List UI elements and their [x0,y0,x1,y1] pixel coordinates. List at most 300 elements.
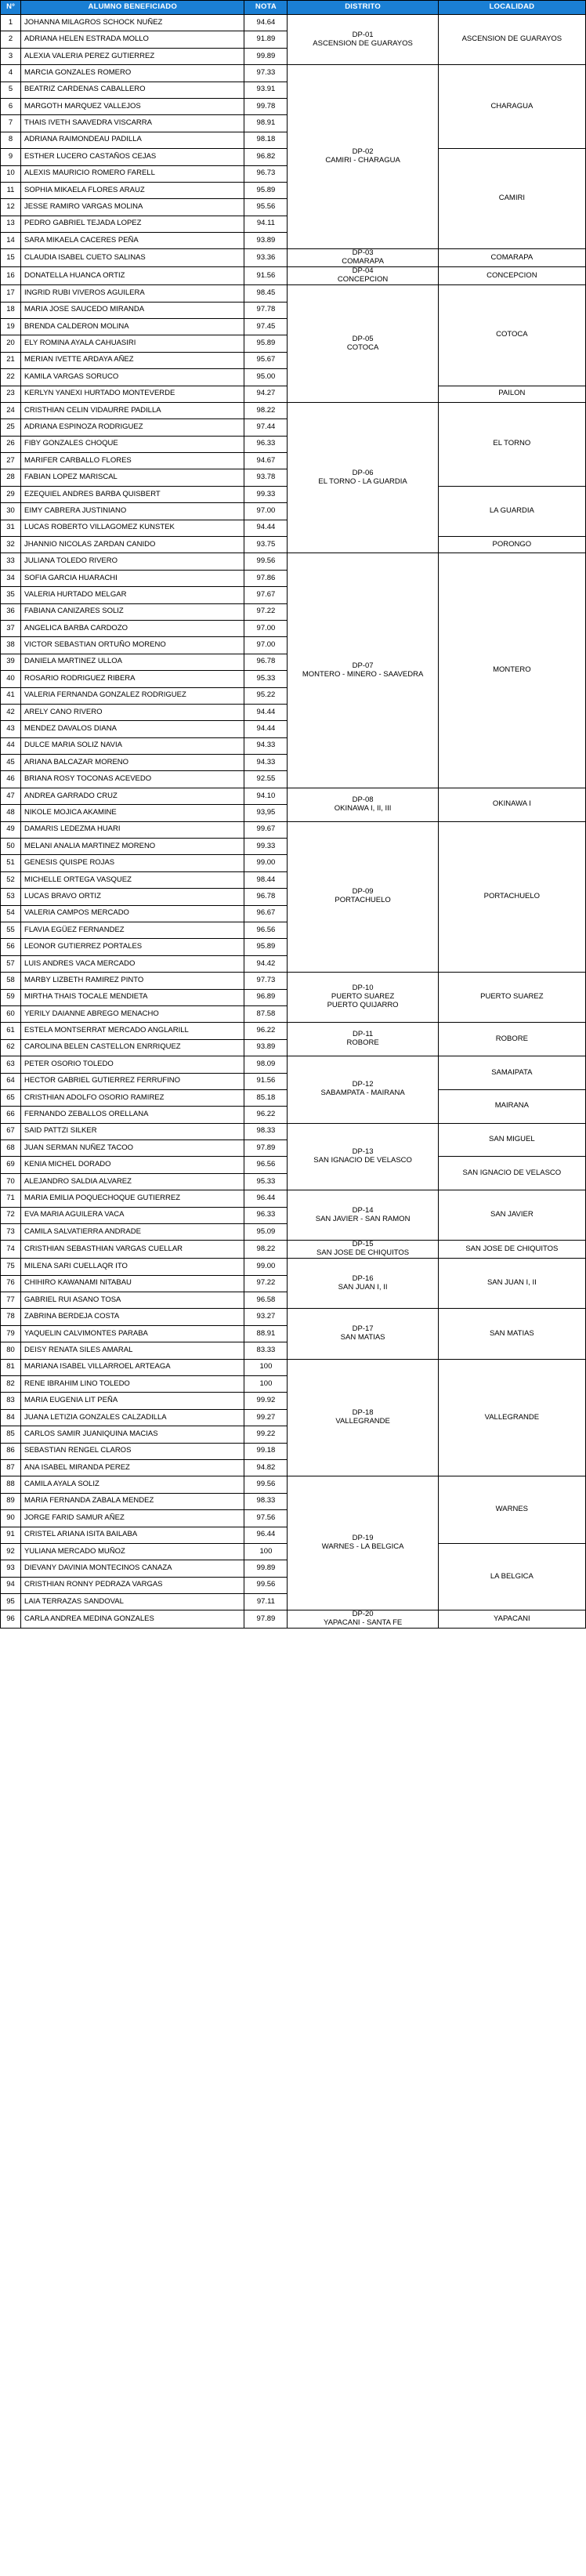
cell-numero: 8 [1,132,21,148]
cell-nota: 91.56 [244,267,288,285]
cell-alumno: CRISTHIAN CELIN VIDAURRE PADILLA [21,402,244,418]
table-row [1,1190,586,1207]
cell-localidad: PORTACHUELO [438,821,585,973]
cell-alumno: ADRIANA HELEN ESTRADA MOLLO [21,31,244,48]
cell-nota: 97.67 [244,587,288,603]
cell-numero: 32 [1,537,21,553]
table-row [1,249,586,267]
cell-nota: 96.67 [244,905,288,922]
table-row [1,1123,586,1139]
cell-alumno: GENESIS QUISPE ROJAS [21,855,244,871]
cell-numero: 26 [1,436,21,452]
cell-numero: 46 [1,771,21,788]
cell-alumno: ANA ISABEL MIRANDA PEREZ [21,1459,244,1476]
cell-alumno: ARELY CANO RIVERO [21,704,244,720]
cell-alumno: LUCAS ROBERTO VILLAGOMEZ KUNSTEK [21,520,244,536]
cell-nota: 94.10 [244,788,288,804]
cell-distrito: DP-10 PUERTO SUAREZ PUERTO QUIJARRO [288,973,438,1023]
cell-alumno: CAMILA SALVATIERRA ANDRADE [21,1224,244,1241]
cell-numero: 9 [1,149,21,165]
cell-nota: 99.33 [244,839,288,855]
cell-numero: 15 [1,249,21,267]
cell-numero: 60 [1,1005,21,1022]
cell-alumno: CHIHIRO KAWANAMI NITABAU [21,1275,244,1292]
cell-alumno: MIRTHA THAIS TOCALE MENDIETA [21,989,244,1005]
cell-nota: 95.67 [244,352,288,368]
cell-numero: 66 [1,1107,21,1123]
table-row [1,1023,586,1039]
cell-numero: 33 [1,553,21,570]
cell-numero: 40 [1,671,21,687]
cell-nota: 99.27 [244,1409,288,1426]
cell-nota: 98.91 [244,115,288,132]
cell-alumno: SOFIA GARCIA HUARACHI [21,570,244,586]
cell-numero: 77 [1,1292,21,1309]
cell-numero: 22 [1,369,21,386]
cell-nota: 94.11 [244,216,288,232]
cell-nota: 98.33 [244,1493,288,1509]
cell-nota: 94.33 [244,755,288,771]
cell-numero: 62 [1,1039,21,1056]
cell-numero: 89 [1,1493,21,1509]
table-row [1,15,586,31]
cell-alumno: CLAUDIA ISABEL CUETO SALINAS [21,249,244,267]
cell-localidad: LA BELGICA [438,1543,585,1610]
cell-numero: 68 [1,1140,21,1157]
cell-alumno: FABIAN LOPEZ MARISCAL [21,469,244,486]
cell-numero: 50 [1,839,21,855]
cell-nota: 98.09 [244,1056,288,1073]
cell-numero: 21 [1,352,21,368]
cell-distrito: DP-16 SAN JUAN I, II [288,1259,438,1309]
cell-nota: 94.67 [244,453,288,469]
cell-alumno: JULIANA TOLEDO RIVERO [21,553,244,570]
cell-localidad: PUERTO SUAREZ [438,973,585,1023]
cell-nota: 98.45 [244,285,288,302]
cell-distrito: DP-13 SAN IGNACIO DE VELASCO [288,1123,438,1190]
cell-alumno: EZEQUIEL ANDRES BARBA QUISBERT [21,486,244,502]
cell-numero: 25 [1,419,21,436]
cell-alumno: YULIANA MERCADO MUÑOZ [21,1543,244,1560]
cell-numero: 6 [1,98,21,114]
cell-nota: 93.91 [244,82,288,98]
cell-numero: 84 [1,1409,21,1426]
cell-alumno: DANIELA MARTINEZ ULLOA [21,654,244,670]
cell-numero: 24 [1,402,21,418]
cell-nota: 94.64 [244,15,288,31]
cell-alumno: FIBY GONZALES CHOQUE [21,436,244,452]
cell-distrito: DP-08 OKINAWA I, II, III [288,788,438,821]
cell-alumno: FERNANDO ZEBALLOS ORELLANA [21,1107,244,1123]
cell-numero: 80 [1,1342,21,1359]
cell-nota: 99.56 [244,553,288,570]
cell-numero: 36 [1,603,21,620]
cell-alumno: MARIA EUGENIA LIT PEÑA [21,1393,244,1409]
cell-nota: 87.58 [244,1005,288,1022]
cell-nota: 96.22 [244,1023,288,1039]
cell-alumno: KENIA MICHEL DORADO [21,1157,244,1173]
cell-alumno: YERILY DAIANNE ABREGO MENACHO [21,1005,244,1022]
cell-numero: 34 [1,570,21,586]
cell-localidad: EL TORNO [438,402,585,486]
cell-nota: 95.33 [244,671,288,687]
cell-numero: 64 [1,1073,21,1089]
cell-alumno: BRIANA ROSY TOCONAS ACEVEDO [21,771,244,788]
cell-nota: 99.89 [244,1560,288,1577]
cell-numero: 78 [1,1309,21,1325]
cell-nota: 96.78 [244,889,288,905]
cell-alumno: JESSE RAMIRO VARGAS MOLINA [21,199,244,216]
cell-nota: 96.58 [244,1292,288,1309]
cell-distrito: DP-17 SAN MATIAS [288,1309,438,1359]
cell-nota: 98.22 [244,1241,288,1259]
cell-alumno: LAIA TERRAZAS SANDOVAL [21,1594,244,1610]
cell-nota: 98.18 [244,132,288,148]
cell-localidad: PORONGO [438,537,585,553]
cell-distrito: DP-07 MONTERO - MINERO - SAAVEDRA [288,553,438,788]
cell-nota: 99.18 [244,1443,288,1459]
cell-numero: 96 [1,1610,21,1629]
cell-nota: 83.33 [244,1342,288,1359]
cell-distrito: DP-20 YAPACANI - SANTA FE [288,1610,438,1629]
cell-numero: 74 [1,1241,21,1259]
cell-numero: 85 [1,1426,21,1443]
cell-alumno: CRISTHIAN SEBASTHIAN VARGAS CUELLAR [21,1241,244,1259]
cell-alumno: MERIAN IVETTE ARDAYA AÑEZ [21,352,244,368]
cell-localidad: SAN MIGUEL [438,1123,585,1157]
cell-alumno: FLAVIA EGÜEZ FERNANDEZ [21,922,244,939]
cell-alumno: DULCE MARIA SOLIZ NAVIA [21,737,244,754]
table-row [1,788,586,804]
cell-numero: 65 [1,1089,21,1106]
cell-nota: 96.44 [244,1190,288,1207]
cell-numero: 82 [1,1376,21,1393]
table-row [1,553,586,570]
table-row [1,267,586,285]
cell-alumno: DONATELLA HUANCA ORTIZ [21,267,244,285]
cell-localidad: ROBORE [438,1023,585,1056]
cell-distrito: DP-01 ASCENSION DE GUARAYOS [288,15,438,65]
cell-numero: 93 [1,1560,21,1577]
cell-alumno: CRISTHIAN RONNY PEDRAZA VARGAS [21,1577,244,1593]
cell-nota: 94.44 [244,520,288,536]
cell-nota: 99.56 [244,1476,288,1493]
cell-alumno: MILENA SARI CUELLAQR ITO [21,1259,244,1275]
column-header-nota: NOTA [244,1,288,15]
cell-alumno: ALEXIS MAURICIO ROMERO FARELL [21,165,244,182]
cell-alumno: PETER OSORIO TOLEDO [21,1056,244,1073]
cell-numero: 17 [1,285,21,302]
cell-localidad: CONCEPCION [438,267,585,285]
cell-numero: 41 [1,687,21,704]
cell-nota: 99.89 [244,48,288,64]
cell-alumno: THAIS IVETH SAAVEDRA VISCARRA [21,115,244,132]
cell-numero: 56 [1,939,21,955]
cell-numero: 72 [1,1207,21,1223]
cell-alumno: MARIA FERNANDA ZABALA MENDEZ [21,1493,244,1509]
cell-alumno: SOPHIA MIKAELA FLORES ARAUZ [21,182,244,198]
table-row [1,1610,586,1629]
cell-alumno: ROSARIO RODRIGUEZ RIBERA [21,671,244,687]
cell-alumno: JUAN SERMAN NUÑEZ TACOO [21,1140,244,1157]
cell-nota: 97.11 [244,1594,288,1610]
cell-nota: 97.22 [244,1275,288,1292]
cell-nota: 88.91 [244,1325,288,1342]
cell-nota: 99.67 [244,821,288,838]
cell-alumno: MARIA JOSE SAUCEDO MIRANDA [21,302,244,318]
cell-nota: 98.22 [244,402,288,418]
cell-alumno: CAROLINA BELEN CASTELLON ENRRIQUEZ [21,1039,244,1056]
cell-numero: 35 [1,587,21,603]
cell-localidad: YAPACANI [438,1610,585,1629]
cell-numero: 90 [1,1510,21,1527]
cell-alumno: MARBY LIZBETH RAMIREZ PINTO [21,973,244,989]
cell-alumno: KERLYN YANEXI HURTADO MONTEVERDE [21,386,244,402]
cell-nota: 96.82 [244,149,288,165]
table-row [1,402,586,418]
cell-alumno: ESTHER LUCERO CASTAÑOS CEJAS [21,149,244,165]
cell-distrito: DP-18 VALLEGRANDE [288,1359,438,1476]
cell-numero: 55 [1,922,21,939]
cell-nota: 97.00 [244,637,288,654]
cell-nota: 94.44 [244,721,288,737]
cell-localidad: PAILON [438,386,585,402]
cell-nota: 99.56 [244,1577,288,1593]
cell-nota: 97.56 [244,1510,288,1527]
cell-numero: 23 [1,386,21,402]
cell-localidad: SAMAIPATA [438,1056,585,1090]
cell-nota: 97.33 [244,65,288,82]
cell-numero: 16 [1,267,21,285]
table-row [1,1056,586,1073]
cell-nota: 97.86 [244,570,288,586]
column-header-alumno: ALUMNO BENEFICIADO [21,1,244,15]
cell-numero: 95 [1,1594,21,1610]
cell-alumno: ARIANA BALCAZAR MORENO [21,755,244,771]
cell-numero: 31 [1,520,21,536]
cell-nota: 95.22 [244,687,288,704]
cell-numero: 67 [1,1123,21,1139]
cell-numero: 19 [1,318,21,335]
cell-nota: 98.33 [244,1123,288,1139]
cell-nota: 97.22 [244,603,288,620]
cell-alumno: CRISTEL ARIANA ISITA BAILABA [21,1527,244,1543]
cell-nota: 97.89 [244,1140,288,1157]
table-row [1,1241,586,1259]
cell-nota: 96.33 [244,436,288,452]
cell-alumno: ANDREA GARRADO CRUZ [21,788,244,804]
cell-nota: 93.89 [244,233,288,249]
cell-alumno: ALEXIA VALERIA PEREZ GUTIERREZ [21,48,244,64]
cell-localidad: SAN JAVIER [438,1190,585,1241]
cell-alumno: JHANNIO NICOLAS ZARDAN CANIDO [21,537,244,553]
table-row [1,821,586,838]
cell-alumno: YAQUELIN CALVIMONTES PARABA [21,1325,244,1342]
cell-localidad: CAMIRI [438,149,585,249]
cell-numero: 44 [1,737,21,754]
cell-alumno: FABIANA CANIZARES SOLIZ [21,603,244,620]
cell-numero: 43 [1,721,21,737]
cell-alumno: BEATRIZ CARDENAS CABALLERO [21,82,244,98]
cell-numero: 1 [1,15,21,31]
cell-numero: 94 [1,1577,21,1593]
cell-alumno: EVA MARIA AGUILERA VACA [21,1207,244,1223]
cell-nota: 100 [244,1543,288,1560]
cell-numero: 88 [1,1476,21,1493]
cell-nota: 96.89 [244,989,288,1005]
cell-numero: 69 [1,1157,21,1173]
cell-nota: 95.00 [244,369,288,386]
cell-alumno: MICHELLE ORTEGA VASQUEZ [21,871,244,888]
cell-nota: 91.89 [244,31,288,48]
cell-alumno: ANGELICA BARBA CARDOZO [21,620,244,636]
cell-alumno: HECTOR GABRIEL GUTIERREZ FERRUFINO [21,1073,244,1089]
cell-nota: 99.00 [244,855,288,871]
cell-distrito: DP-02 CAMIRI - CHARAGUA [288,65,438,249]
cell-nota: 92.55 [244,771,288,788]
cell-numero: 71 [1,1190,21,1207]
cell-numero: 58 [1,973,21,989]
cell-nota: 95.89 [244,182,288,198]
cell-localidad: COMARAPA [438,249,585,267]
cell-numero: 83 [1,1393,21,1409]
cell-nota: 100 [244,1376,288,1393]
cell-numero: 3 [1,48,21,64]
cell-numero: 7 [1,115,21,132]
cell-nota: 96.73 [244,165,288,182]
cell-numero: 42 [1,704,21,720]
cell-numero: 81 [1,1359,21,1375]
cell-nota: 96.22 [244,1107,288,1123]
cell-nota: 100 [244,1359,288,1375]
cell-alumno: LUIS ANDRES VACA MERCADO [21,955,244,972]
cell-numero: 18 [1,302,21,318]
cell-nota: 93,95 [244,805,288,821]
cell-nota: 96.44 [244,1527,288,1543]
cell-numero: 5 [1,82,21,98]
cell-localidad: ASCENSION DE GUARAYOS [438,15,585,65]
cell-numero: 30 [1,503,21,520]
cell-numero: 57 [1,955,21,972]
column-header-localidad: LOCALIDAD [438,1,585,15]
cell-alumno: JUANA LETIZIA GONZALES CALZADILLA [21,1409,244,1426]
cell-nota: 93.36 [244,249,288,267]
cell-numero: 20 [1,335,21,352]
cell-numero: 92 [1,1543,21,1560]
cell-alumno: RENE IBRAHIM LINO TOLEDO [21,1376,244,1393]
cell-numero: 38 [1,637,21,654]
cell-localidad: CHARAGUA [438,65,585,149]
cell-alumno: JOHANNA MILAGROS SCHOCK NUÑEZ [21,15,244,31]
cell-nota: 99.33 [244,486,288,502]
cell-numero: 45 [1,755,21,771]
cell-nota: 95.56 [244,199,288,216]
cell-nota: 99.00 [244,1259,288,1275]
cell-localidad: MAIRANA [438,1089,585,1123]
cell-alumno: CARLA ANDREA MEDINA GONZALES [21,1610,244,1629]
cell-nota: 95.89 [244,335,288,352]
table-row [1,1309,586,1325]
cell-alumno: ADRIANA ESPINOZA RODRIGUEZ [21,419,244,436]
cell-nota: 94.33 [244,737,288,754]
cell-localidad: WARNES [438,1476,585,1544]
cell-nota: 94.44 [244,704,288,720]
cell-localidad: MONTERO [438,553,585,788]
column-header-distrito: DISTRITO [288,1,438,15]
cell-alumno: MENDEZ DAVALOS DIANA [21,721,244,737]
cell-localidad: LA GUARDIA [438,486,585,536]
cell-alumno: DEISY RENATA SILES AMARAL [21,1342,244,1359]
cell-nota: 93.27 [244,1309,288,1325]
cell-nota: 93.75 [244,537,288,553]
cell-alumno: CAMILA AYALA SOLIZ [21,1476,244,1493]
cell-nota: 94.27 [244,386,288,402]
cell-numero: 12 [1,199,21,216]
cell-nota: 97.44 [244,419,288,436]
cell-alumno: ESTELA MONTSERRAT MERCADO ANGLARILL [21,1023,244,1039]
cell-alumno: MELANI ANALIA MARTINEZ MORENO [21,839,244,855]
table-row [1,973,586,989]
cell-localidad: OKINAWA I [438,788,585,821]
cell-alumno: NIKOLE MOJICA AKAMINE [21,805,244,821]
cell-alumno: VALERIA FERNANDA GONZALEZ RODRIGUEZ [21,687,244,704]
cell-distrito: DP-03 COMARAPA [288,249,438,267]
cell-alumno: GABRIEL RUI ASANO TOSA [21,1292,244,1309]
cell-nota: 85.18 [244,1089,288,1106]
cell-alumno: SARA MIKAELA CACERES PEÑA [21,233,244,249]
cell-numero: 14 [1,233,21,249]
cell-numero: 73 [1,1224,21,1241]
table-row [1,1476,586,1493]
cell-alumno: ADRIANA RAIMONDEAU PADILLA [21,132,244,148]
cell-alumno: EIMY CABRERA JUSTINIANO [21,503,244,520]
cell-numero: 49 [1,821,21,838]
cell-numero: 39 [1,654,21,670]
cell-numero: 2 [1,31,21,48]
cell-numero: 28 [1,469,21,486]
cell-numero: 75 [1,1259,21,1275]
cell-alumno: MARCIA GONZALES ROMERO [21,65,244,82]
cell-numero: 91 [1,1527,21,1543]
cell-alumno: ALEJANDRO SALDIA ALVAREZ [21,1173,244,1190]
cell-alumno: JORGE FARID SAMUR AÑEZ [21,1510,244,1527]
cell-numero: 11 [1,182,21,198]
cell-alumno: LUCAS BRAVO ORTIZ [21,889,244,905]
cell-nota: 93.78 [244,469,288,486]
cell-numero: 53 [1,889,21,905]
cell-numero: 10 [1,165,21,182]
cell-alumno: DAMARIS LEDEZMA HUARI [21,821,244,838]
cell-nota: 96.33 [244,1207,288,1223]
cell-numero: 52 [1,871,21,888]
cell-numero: 61 [1,1023,21,1039]
cell-distrito: DP-14 SAN JAVIER - SAN RAMON [288,1190,438,1241]
cell-alumno: DIEVANY DAVINIA MONTECINOS CANAZA [21,1560,244,1577]
cell-nota: 99.22 [244,1426,288,1443]
cell-nota: 95.09 [244,1224,288,1241]
cell-nota: 99.78 [244,98,288,114]
table-header [1,1,586,15]
table-row [1,1359,586,1375]
table-row [1,1259,586,1275]
cell-numero: 4 [1,65,21,82]
cell-alumno: PEDRO GABRIEL TEJADA LOPEZ [21,216,244,232]
column-header-numero: Nº [1,1,21,15]
cell-localidad: SAN MATIAS [438,1309,585,1359]
table-row [1,65,586,82]
cell-nota: 97.00 [244,620,288,636]
cell-numero: 87 [1,1459,21,1476]
